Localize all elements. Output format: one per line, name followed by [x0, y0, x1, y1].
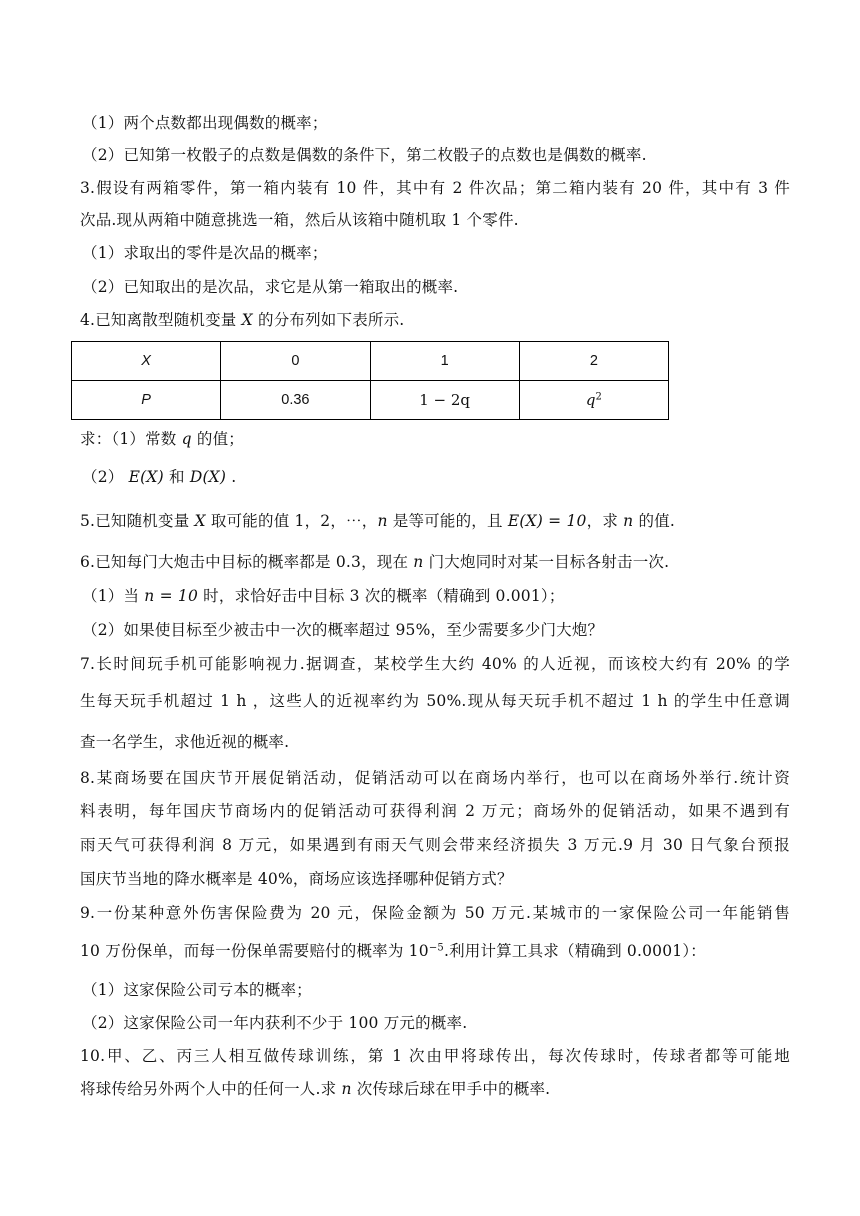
- table-row-x: [72, 342, 669, 381]
- problem-7-line-1: 7.长时间玩手机可能影响视力.据调查，某校学生大约 40% 的人近视，而该校大约有 20% 的学: [80, 655, 790, 673]
- distribution-table: [71, 341, 669, 420]
- p9-b: .利用计算工具求（精确到 0.0001）：: [443, 942, 707, 960]
- problem-7-line-2: 生每天玩手机超过 1 h ，这些人的近视率约为 50%.现从每天玩手机不超过 1 h 的学生中任意调: [80, 692, 790, 710]
- table-header-1: 1: [370, 342, 519, 381]
- problem-2-part-2: （2）已知第一枚骰子的点数是偶数的条件下，第二枚骰子的点数也是偶数的概率.: [82, 146, 647, 164]
- p5-e: 的值.: [633, 512, 675, 530]
- problem-8-line-2: 料表明，每年国庆节商场内的促销活动可获得利润 2 万元；商场外的促销活动，如果不遇到有: [80, 802, 790, 820]
- p4-q1-a: 求：（1）常数: [80, 430, 182, 448]
- table-header-2: 2: [519, 342, 668, 381]
- p4-q2-a: （2）: [82, 468, 129, 486]
- problem-6-statement: [80, 551, 790, 573]
- problem-8-line-3: 雨天气可获得利润 8 万元，如果遇到有雨天气则会带来经济损失 3 万元.9 月 30 日气象台预报: [80, 836, 790, 854]
- table-label-p: P: [72, 381, 221, 420]
- table-header-x: X: [72, 342, 221, 381]
- problem-3-line-2: 次品.现从两箱中随意挑选一箱，然后从该箱中随机取 1 个零件.: [80, 211, 519, 229]
- p9-exponent: −5: [428, 942, 444, 954]
- p9-a: 10 万份保单，而每一份保单需要赔付的概率为 10: [80, 942, 429, 960]
- problem-6-part-2: （2）如果使目标至少被击中一次的概率超过 95%，至少需要多少门大炮？: [82, 621, 604, 639]
- var-x: X: [241, 311, 253, 329]
- q-exponent: 2: [595, 391, 602, 403]
- p5-var-n2: n: [623, 512, 634, 530]
- q-var: q: [585, 391, 596, 409]
- expr-dx: D(X): [189, 468, 227, 486]
- p6-q1-expr: n = 10: [144, 587, 199, 605]
- problem-7-line-3: 查一名学生，求他近视的概率.: [80, 733, 290, 751]
- problem-9-part-1: （1）这家保险公司亏本的概率；: [82, 981, 312, 999]
- problem-10-line-2: [80, 1078, 790, 1100]
- p5-c: 是等可能的，且: [387, 512, 508, 530]
- table-cell-p2: [519, 381, 668, 420]
- p6-var-n: n: [413, 553, 424, 571]
- p10-b: 次传球后球在甲手中的概率.: [351, 1080, 551, 1098]
- problem-9-part-2: （2）这家保险公司一年内获利不少于 100 万元的概率.: [82, 1014, 468, 1032]
- problem-3-part-1: （1）求取出的零件是次品的概率；: [82, 244, 328, 262]
- p6-a: 6.已知每门大炮击中目标的概率都是 0.3，现在: [80, 553, 414, 571]
- problem-4-text-b: 的分布列如下表所示.: [252, 311, 405, 329]
- table-header-0: 0: [221, 342, 370, 381]
- p5-d: ，求: [586, 512, 624, 530]
- problem-5: [80, 510, 790, 532]
- p5-var-x: X: [194, 512, 206, 530]
- problem-8-line-1: 8.某商场要在国庆节开展促销活动，促销活动可以在商场内举行，也可以在商场外举行.统计资: [80, 769, 790, 787]
- expr-ex: E(X): [128, 468, 164, 486]
- p5-a: 5.已知随机变量: [80, 512, 195, 530]
- p4-q2-b: 和: [163, 468, 190, 486]
- problem-9-line-1: 9.一份某种意外伤害保险费为 20 元，保险金额为 50 万元.某城市的一家保险公司一年能销售: [80, 904, 790, 922]
- p5-b: 取可能的值 1，2，⋯，: [205, 512, 378, 530]
- problem-4-statement: [80, 309, 790, 331]
- p4-q1-b: 的值；: [191, 430, 244, 448]
- table-cell-p1: 1 − 2q: [370, 381, 519, 420]
- problem-6-part-1: [82, 585, 792, 607]
- p5-expr-ex: E(X) = 10: [507, 512, 587, 530]
- p6-q1-b: 时，求恰好击中目标 3 次的概率（精确到 0.001）；: [198, 587, 565, 605]
- problem-4-text-a: 4.已知离散型随机变量: [80, 311, 242, 329]
- var-q: q: [181, 430, 192, 448]
- problem-4-part-1: [80, 428, 790, 450]
- problem-2-part-1: （1）两个点数都出现偶数的概率；: [82, 114, 328, 132]
- problem-3-part-2: （2）已知取出的是次品，求它是从第一箱取出的概率.: [82, 278, 459, 296]
- problem-9-line-2: [80, 940, 790, 962]
- problem-3-line-1: 3.假设有两箱零件，第一箱内装有 10 件，其中有 2 件次品；第二箱内装有 20 件，其中有 3 件: [80, 179, 790, 197]
- p6-q1-a: （1）当: [82, 587, 145, 605]
- table-cell-p0: 0.36: [221, 381, 370, 420]
- table-row-p: [72, 381, 669, 420]
- p5-var-n: n: [377, 512, 388, 530]
- problem-4-part-2: [82, 466, 792, 488]
- problem-10-line-1: 10.甲、乙、丙三人相互做传球训练，第 1 次由甲将球传出，每次传球时，传球者都等可能地: [80, 1047, 790, 1065]
- p4-q2-c: .: [226, 468, 237, 486]
- p10-a: 将球传给另外两个人中的任何一人.求: [80, 1080, 342, 1098]
- problem-8-line-4: 国庆节当地的降水概率是 40%，商场应该选择哪种促销方式？: [80, 870, 513, 888]
- p10-var-n: n: [341, 1080, 352, 1098]
- p6-b: 门大炮同时对某一目标各射击一次.: [423, 553, 670, 571]
